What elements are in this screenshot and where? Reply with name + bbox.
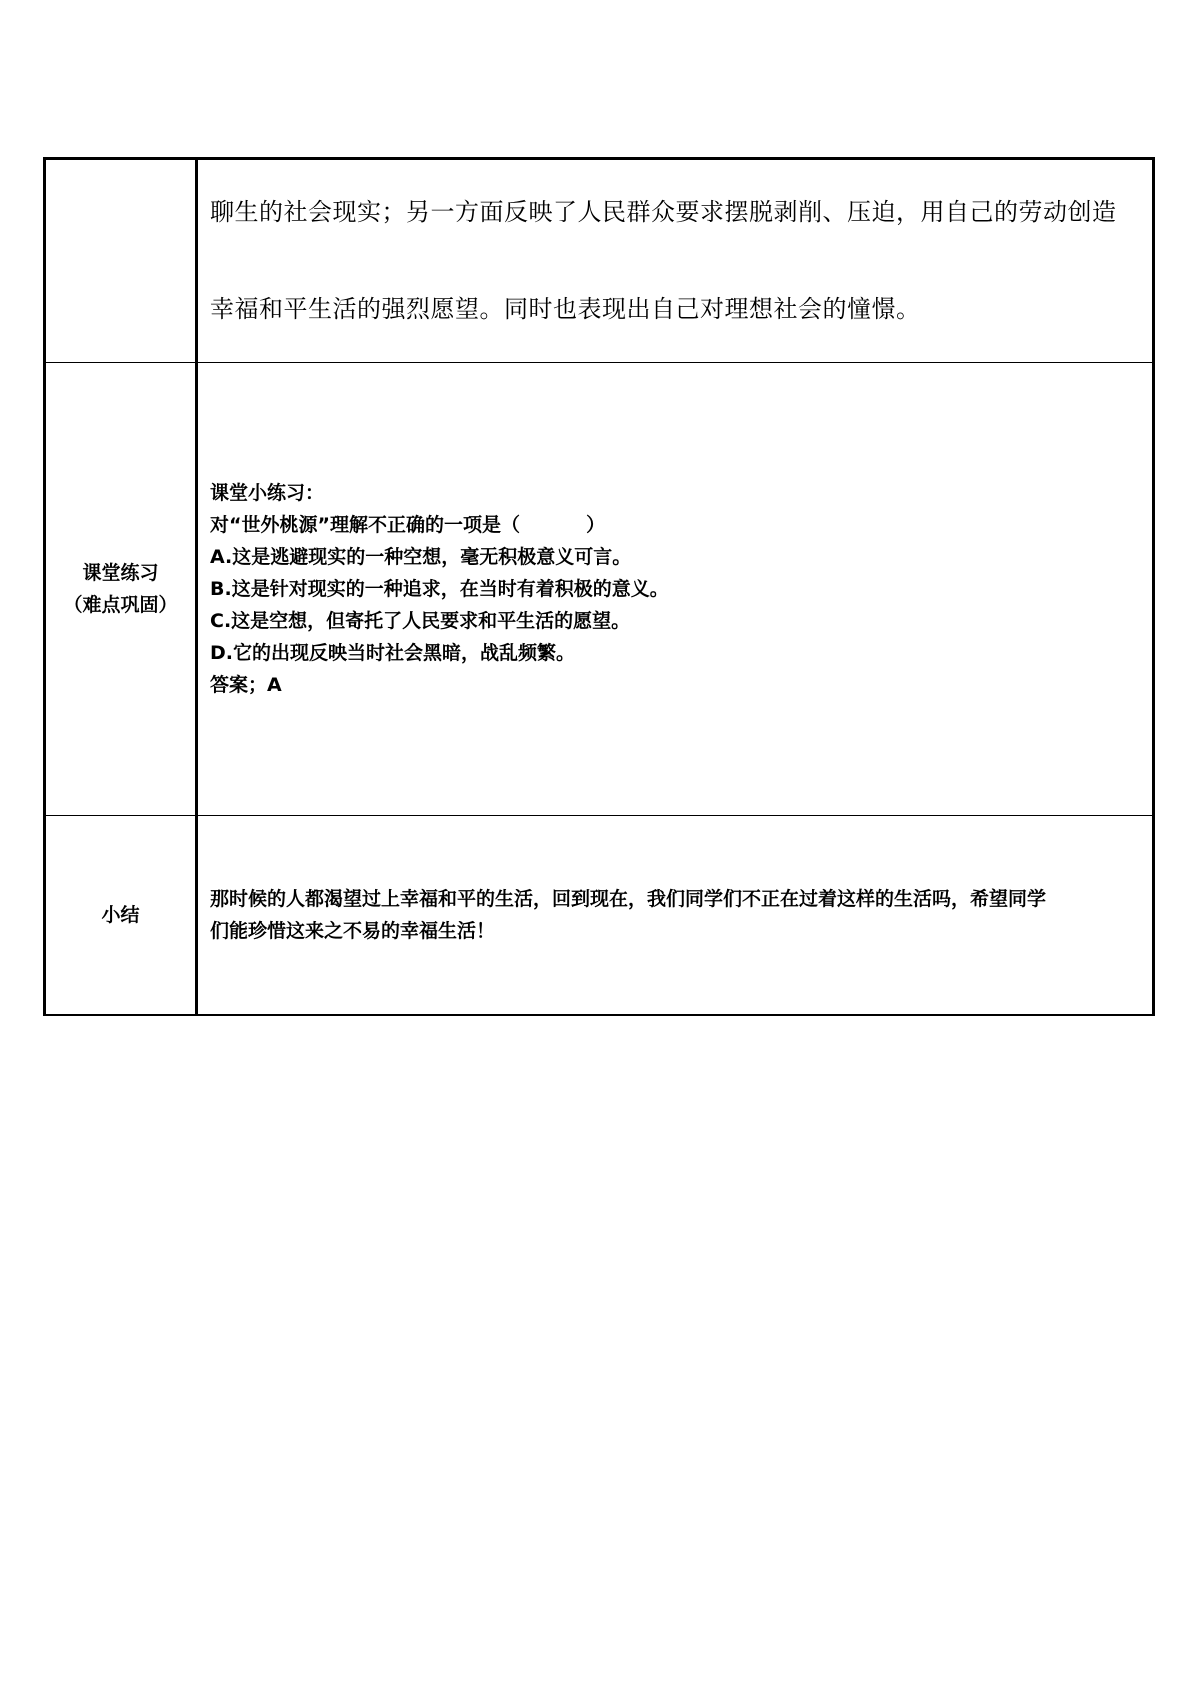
conclusion-cell — [197, 159, 1154, 363]
row-label-summary — [45, 816, 197, 1016]
table-row — [45, 363, 1154, 816]
summary-content — [210, 883, 1152, 947]
row-label-empty — [45, 159, 197, 363]
table-row — [45, 816, 1154, 1016]
practice-sublabel: （难点巩固） — [63, 594, 178, 616]
summary-label: 小结 — [101, 904, 140, 926]
practice-option-b: B.这是针对现实的一种追求，在当时有着积极的意义。 — [210, 578, 669, 600]
summary-cell — [197, 816, 1154, 1016]
practice-heading: 课堂小练习： — [210, 482, 325, 504]
conclusion-text — [210, 164, 1152, 358]
summary-line: 们能珍惜这来之不易的幸福生活！ — [210, 920, 496, 942]
practice-option-c: C.这是空想，但寄托了人民要求和平生活的愿望。 — [210, 610, 631, 632]
conclusion-line: 幸福和平生活的强烈愿望。同时也表现出自己对理想社会的憧憬。 — [210, 295, 921, 323]
summary-line: 那时候的人都渴望过上幸福和平的生活，回到现在，我们同学们不正在过着这样的生活吗，希望同学 — [210, 888, 1047, 910]
practice-content — [210, 477, 1152, 701]
lesson-table — [43, 157, 1155, 1016]
practice-cell — [197, 363, 1154, 816]
practice-question: 对“世外桃源”理解不正确的一项是（ ） — [210, 514, 606, 536]
practice-label: 课堂练习 — [82, 562, 159, 584]
practice-option-a: A.这是逃避现实的一种空想，毫无积极意义可言。 — [210, 546, 632, 568]
table-row — [45, 159, 1154, 363]
practice-option-d: D.它的出现反映当时社会黑暗，战乱频繁。 — [210, 642, 575, 664]
conclusion-line: 聊生的社会现实；另一方面反映了人民群众要求摆脱剥削、压迫，用自己的劳动创造 — [210, 198, 1117, 226]
practice-answer: 答案；A — [210, 674, 282, 696]
row-label-practice — [45, 363, 197, 816]
